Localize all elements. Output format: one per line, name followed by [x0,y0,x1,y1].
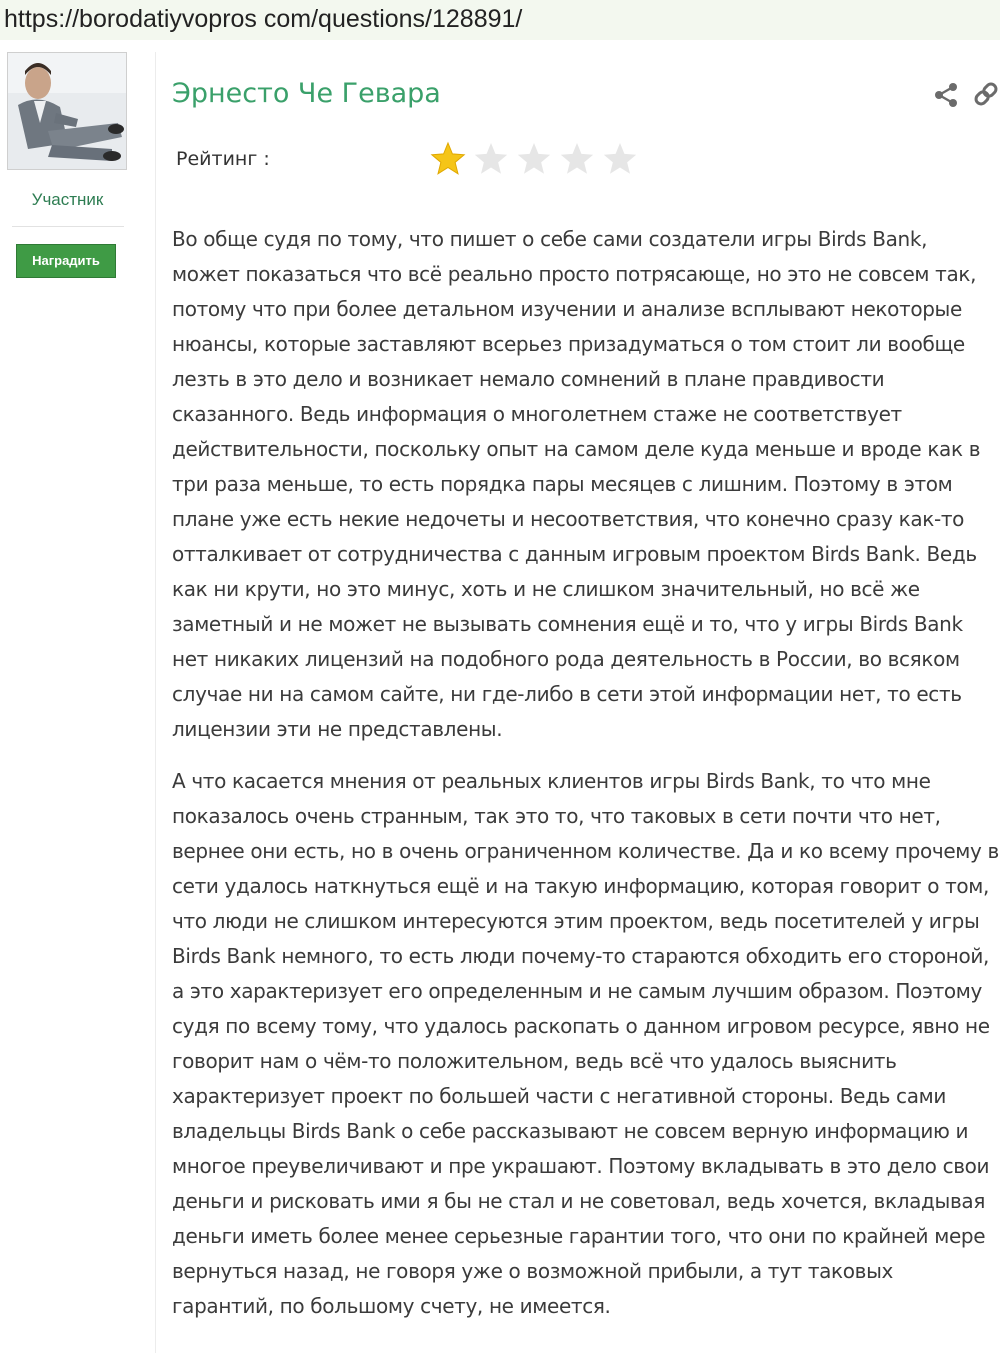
award-button[interactable]: Наградить [16,244,116,278]
user-role: Участник [31,190,104,209]
post-paragraph: Во обще судя по тому, что пишет о себе сами создатели игры Birds Bank, может показаться что всё реально просто потрясающе, но это не совсем так, потому что при более детальном изучении и анализе всплывают некоторые нюансы, которые заставляют всерьез призадуматься о том стоит ли вообще лезть в это дело и возникает немало сомнений в плане правдивости сказанного. Ведь информация о многолетнем стаже не соответствует действительности, поскольку опыт на самом деле куда меньше и вроде как в три раза меньше, то есть порядка пары месяцев с лишним. Поэтому в этом плане уже есть некие недочеты и несоответствия, что конечно сразу как-то отталкивает от сотрудничества с данным игровым проектом Birds Bank. Ведь как ни крути, но это минус, хоть и не слишком значительный, но всё же заметный и не может не вызывать сомнения ещё и то, что у игры Birds Bank нет никаких лицензий на подобного рода деятельность в России, во всяком случае ни на самом сайте, ни где-либо в сети этой информации нет, то есть лицензии эти не представлены. [172,227,981,741]
star-empty-icon[interactable] [602,141,638,177]
rating-stars [430,141,645,179]
avatar-photo [8,53,126,169]
divider [12,226,124,227]
link-icon[interactable] [972,80,1000,108]
star-filled-icon[interactable] [430,141,466,177]
star-empty-icon[interactable] [559,141,595,177]
column-divider [155,52,156,1353]
post-body [172,222,1000,1324]
star-empty-icon[interactable] [473,141,509,177]
share-icon[interactable] [933,82,959,108]
rating-label: Рейтинг : [176,148,270,170]
address-bar-url: https://borodatiyvopros com/questions/128891/ [4,5,523,33]
avatar[interactable] [7,52,127,170]
star-empty-icon[interactable] [516,141,552,177]
author-name[interactable]: Эрнесто Че Гевара [172,78,441,109]
post-paragraph: А что касается мнения от реальных клиентов игры Birds Bank, то что мне показалось очень странным, так это то, что таковых в сети почти что нет, вернее они есть, но в очень ограниченном количестве. Да и ко всему прочему в сети удалось наткнуться ещё и на такую информацию, которая говорит о том, что люди не слишком интересуются этим проектом, ведь посетителей у игры Birds Bank немного, то есть люди почему-то стараются обходить его стороной, а это характеризует его определенным и не самым лучшим образом. Поэтому судя по всему тому, что удалось раскопать о данном игровом ресурсе, явно не говорит нам о чём-то положительном, ведь всё что удалось выяснить характеризует проект по большей части с негативной стороны. Ведь сами владельцы Birds Bank о себе рассказывают не совсем верную информацию и многое преувеличивают и пре украшают. Поэтому вкладывать в это дело свои деньги и рисковать ими я бы не стал и не советовал, ведь хочется, вкладывая деньги иметь более менее серьезные гарантии того, что они по крайней мере вернуться назад, не говоря уже о возможной прибыли, а тут таковых гарантий, по большому счету, не имеется. [172,769,999,1318]
address-bar[interactable] [0,0,1000,40]
